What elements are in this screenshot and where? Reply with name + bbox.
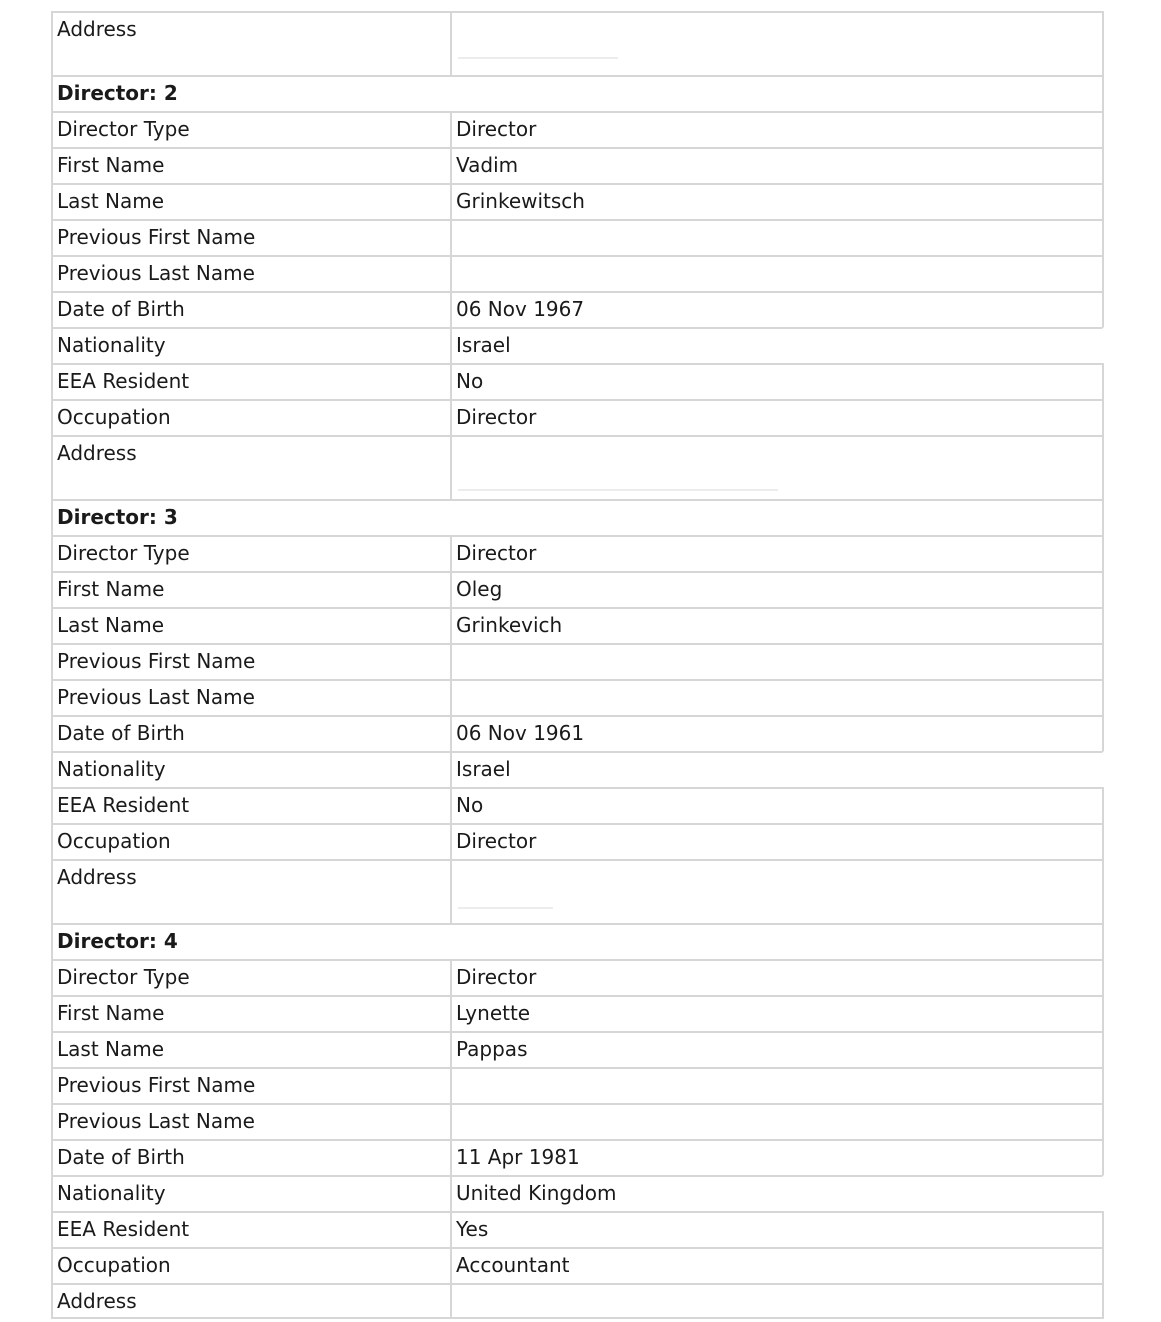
table-row	[51, 219, 1104, 255]
field-label: Occupation	[53, 1249, 452, 1283]
field-label: Address	[53, 13, 452, 75]
director-header: Director: 4	[51, 923, 1104, 959]
table-row	[51, 1139, 1104, 1175]
table-row	[51, 995, 1104, 1031]
address-row	[51, 435, 1104, 499]
directors-table	[51, 11, 1104, 1319]
table-row	[51, 363, 1104, 399]
field-label: First Name	[53, 149, 452, 183]
field-value	[452, 1069, 1102, 1103]
address-row	[51, 11, 1104, 75]
table-row	[51, 751, 1104, 787]
field-value: 06 Nov 1967	[456, 297, 585, 321]
field-value	[452, 1105, 1102, 1139]
field-label: Date of Birth	[53, 1141, 452, 1175]
field-label: Director Type	[53, 113, 452, 147]
table-row	[51, 535, 1104, 571]
field-value: Vadim	[456, 153, 519, 177]
field-value	[452, 1285, 1102, 1317]
address-row	[51, 1283, 1104, 1319]
director-header: Director: 2	[51, 75, 1104, 111]
field-value: Director	[456, 405, 537, 429]
field-label: EEA Resident	[53, 1213, 452, 1247]
field-label: First Name	[53, 997, 452, 1031]
table-row	[51, 1031, 1104, 1067]
field-label: Date of Birth	[53, 717, 452, 751]
table-row	[51, 1247, 1104, 1283]
field-value: Director	[456, 829, 537, 853]
table-row	[51, 399, 1104, 435]
field-label: Nationality	[53, 329, 452, 363]
field-label: Previous Last Name	[53, 257, 452, 291]
field-label: Last Name	[53, 609, 452, 643]
table-row	[51, 607, 1104, 643]
field-label: Occupation	[53, 825, 452, 859]
table-row	[51, 1175, 1104, 1211]
field-value: No	[456, 369, 484, 393]
address-value-redacted	[452, 437, 1102, 499]
field-value: Accountant	[456, 1253, 570, 1277]
field-value: Grinkevich	[456, 613, 563, 637]
field-label: Last Name	[53, 185, 452, 219]
field-value: 11 Apr 1981	[456, 1145, 580, 1169]
field-label: First Name	[53, 573, 452, 607]
field-label: Previous First Name	[53, 1069, 452, 1103]
director-header: Director: 3	[51, 499, 1104, 535]
table-row	[51, 787, 1104, 823]
field-value	[452, 257, 1102, 291]
table-row	[51, 679, 1104, 715]
table-row	[51, 111, 1104, 147]
address-row	[51, 859, 1104, 923]
table-row	[51, 715, 1104, 751]
field-value: Oleg	[456, 577, 503, 601]
table-row	[51, 823, 1104, 859]
field-value: Director	[456, 965, 537, 989]
field-label: Date of Birth	[53, 293, 452, 327]
field-label: Nationality	[53, 753, 452, 787]
table-row	[51, 1067, 1104, 1103]
field-label: EEA Resident	[53, 365, 452, 399]
field-label: Occupation	[53, 401, 452, 435]
address-value-redacted	[452, 13, 1102, 75]
field-value	[452, 221, 1102, 255]
redacted-mark	[458, 57, 618, 59]
field-value	[452, 645, 1102, 679]
field-value: Director	[456, 117, 537, 141]
redacted-mark	[458, 489, 778, 491]
field-value: United Kingdom	[456, 1181, 617, 1205]
table-row	[51, 183, 1104, 219]
table-row	[51, 643, 1104, 679]
field-value: Lynette	[456, 1001, 531, 1025]
field-label: EEA Resident	[53, 789, 452, 823]
table-row	[51, 1103, 1104, 1139]
field-label: Nationality	[53, 1177, 452, 1211]
table-row	[51, 959, 1104, 995]
field-label: Address	[53, 1285, 452, 1317]
table-row	[51, 147, 1104, 183]
table-row	[51, 571, 1104, 607]
field-value: No	[456, 793, 484, 817]
field-value: Israel	[456, 757, 511, 781]
table-row	[51, 291, 1104, 327]
field-label: Last Name	[53, 1033, 452, 1067]
field-value: 06 Nov 1961	[456, 721, 585, 745]
field-value: Israel	[456, 333, 511, 357]
field-value: Director	[456, 541, 537, 565]
field-value	[452, 681, 1102, 715]
field-label: Address	[53, 437, 452, 499]
field-label: Previous First Name	[53, 645, 452, 679]
field-value: Grinkewitsch	[456, 189, 585, 213]
field-label: Director Type	[53, 961, 452, 995]
redacted-mark	[458, 907, 553, 909]
field-label: Previous Last Name	[53, 1105, 452, 1139]
address-value-redacted	[452, 861, 1102, 923]
field-label: Previous First Name	[53, 221, 452, 255]
field-label: Address	[53, 861, 452, 923]
field-label: Previous Last Name	[53, 681, 452, 715]
field-label: Director Type	[53, 537, 452, 571]
table-row	[51, 327, 1104, 363]
table-row	[51, 255, 1104, 291]
table-row	[51, 1211, 1104, 1247]
field-value: Pappas	[456, 1037, 528, 1061]
field-value: Yes	[456, 1217, 489, 1241]
